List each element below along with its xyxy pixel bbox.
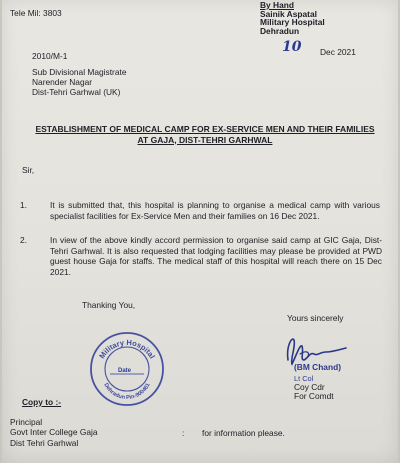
seal-top-text: Military Hospital (97, 337, 157, 361)
svg-text:Military Hospital (97, 338, 157, 360)
yours-sincerely: Yours sincerely (287, 313, 344, 323)
military-hospital-seal-icon (88, 330, 166, 408)
reference-number: 2010/M-1 (32, 51, 68, 61)
recipient-line: Principal (10, 417, 43, 427)
handwritten-day: 10 (282, 39, 302, 55)
addressee-block (32, 67, 127, 98)
recipient-line: Dist Tehri Garhwal (10, 437, 79, 448)
subject-heading: ESTABLISHMENT OF MEDICAL CAMP FOR EX-SERVICE MEN AND THEIR FAMILIES AT GAJA, DIST-TEHRI GARHWAL (35, 124, 375, 145)
closing-line: Thanking You, (82, 300, 136, 310)
paragraph-text: In view of the above kindly accord permission to organise said camp at GIC Gaja, Dist-Tehri Garhwal. It is also requested that lodging facilities may please be provided at PWD guest house Gaja for staffs. The medical staff of this hospital will reach there on 15 Dec 2021. (50, 235, 382, 277)
addressee-line: Sub Divisional Magistrate (32, 67, 127, 77)
addressee-line: Dist-Tehri Garhwal (UK) (32, 87, 121, 98)
signatory-designation (294, 383, 334, 402)
by-hand-label: By Hand (260, 0, 294, 10)
copy-to-heading: Copy to :- (22, 397, 62, 407)
for-information-note: for information please. (202, 428, 285, 438)
letter-page (2, 0, 398, 463)
copy-recipient-block (10, 417, 98, 448)
designation-line: For Comdt (294, 391, 334, 402)
signatory-rank: Lt Col (294, 374, 314, 383)
paragraph-number: 2. (20, 235, 27, 245)
seal-date-label: Date (118, 368, 132, 374)
paragraph-text: It is submitted that, this hospital is planning to organise a medical camp with various specialist facilities for Ex-Service Men and their families on 16 Dec 2021. (50, 200, 380, 221)
seal-bottom-text: Dehradun Pin-900461 (102, 382, 152, 402)
recipient-line: Govt Inter College Gaja (10, 427, 98, 438)
designation-line: Coy Cdr (294, 382, 325, 392)
signatory-name: (BM Chand) (294, 362, 341, 372)
tele-number: Tele Mil: 3803 (10, 8, 62, 18)
sender-line: Sainik Aspatal (260, 8, 317, 19)
salutation: Sir, (22, 165, 35, 175)
sender-block (260, 1, 325, 35)
svg-text:Dehradun Pin-900461 (102, 382, 151, 401)
addressee-line: Narender Nagar (32, 77, 93, 88)
sender-line: Dehradun (260, 25, 300, 36)
sender-line: Military Hospital (260, 17, 325, 28)
copy-colon: : (182, 428, 185, 438)
letter-date: Dec 2021 (320, 47, 356, 57)
paragraph-number: 1. (20, 200, 27, 210)
